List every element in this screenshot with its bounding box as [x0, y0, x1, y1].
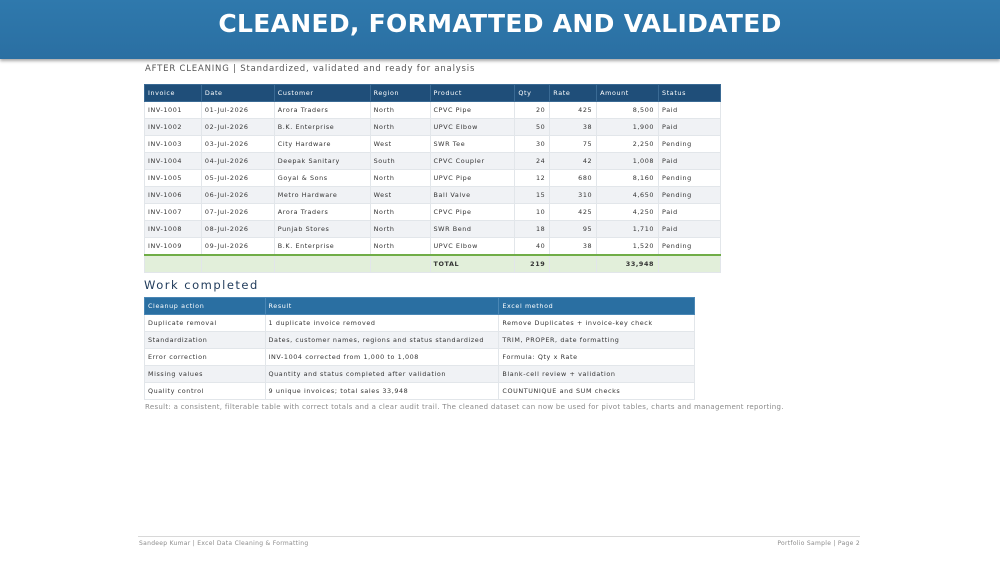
col-header-amount: Amount — [597, 85, 659, 102]
footer-author: Sandeep Kumar | Excel Data Cleaning & Formatting — [139, 540, 309, 547]
table-cell: 425 — [550, 102, 597, 119]
table-header-row — [145, 85, 721, 102]
table-row — [145, 153, 721, 170]
table-cell: South — [370, 153, 430, 170]
table-cell: 4,250 — [597, 204, 659, 221]
footer-page-number: Portfolio Sample | Page 2 — [777, 540, 860, 547]
work-cell: TRIM, PROPER, date formatting — [499, 332, 695, 349]
table-cell: INV-1001 — [145, 102, 202, 119]
work-header-row — [145, 298, 695, 315]
work-row — [145, 383, 695, 400]
col-header-product: Product — [430, 85, 515, 102]
table-cell: North — [370, 204, 430, 221]
table-cell: UPVC Elbow — [430, 238, 515, 256]
col-header-date: Date — [201, 85, 274, 102]
table-row — [145, 170, 721, 187]
table-cell: INV-1004 — [145, 153, 202, 170]
table-cell: North — [370, 221, 430, 238]
table-cell: UPVC Pipe — [430, 170, 515, 187]
table-cell: 20 — [515, 102, 550, 119]
table-cell: 75 — [550, 136, 597, 153]
work-cell: COUNTUNIQUE and SUM checks — [499, 383, 695, 400]
col-header-invoice: Invoice — [145, 85, 202, 102]
work-completed-heading: Work completed — [144, 278, 259, 292]
table-cell: CPVC Coupler — [430, 153, 515, 170]
table-row — [145, 238, 721, 256]
table-row — [145, 102, 721, 119]
table-cell: 1,900 — [597, 119, 659, 136]
table-cell: North — [370, 102, 430, 119]
col-header-region: Region — [370, 85, 430, 102]
work-cell: INV-1004 corrected from 1,000 to 1,008 — [265, 349, 499, 366]
table-cell: Arora Traders — [274, 102, 370, 119]
work-cell: Dates, customer names, regions and status standardized — [265, 332, 499, 349]
table-cell: Punjab Stores — [274, 221, 370, 238]
work-cell: Standardization — [145, 332, 266, 349]
section-subtitle: AFTER CLEANING | Standardized, validated and ready for analysis — [145, 64, 476, 74]
table-cell: North — [370, 119, 430, 136]
table-cell: 06-Jul-2026 — [201, 187, 274, 204]
table-cell: Paid — [659, 221, 721, 238]
table-cell: 04-Jul-2026 — [201, 153, 274, 170]
work-cell: Blank-cell review + validation — [499, 366, 695, 383]
work-cell: Quantity and status completed after validation — [265, 366, 499, 383]
col-header-status: Status — [659, 85, 721, 102]
table-cell: 09-Jul-2026 — [201, 238, 274, 256]
work-cell: Remove Duplicates + invoice-key check — [499, 315, 695, 332]
table-cell: Paid — [659, 153, 721, 170]
work-cell: Error correction — [145, 349, 266, 366]
table-cell: 18 — [515, 221, 550, 238]
table-cell: 1,520 — [597, 238, 659, 256]
total-amount: 33,948 — [597, 255, 659, 273]
col-header-rate: Rate — [550, 85, 597, 102]
table-cell: 8,160 — [597, 170, 659, 187]
table-cell: INV-1005 — [145, 170, 202, 187]
total-label: TOTAL — [430, 255, 515, 273]
table-cell: 2,250 — [597, 136, 659, 153]
work-cell: Formula: Qty x Rate — [499, 349, 695, 366]
table-cell: 24 — [515, 153, 550, 170]
table-cell: 15 — [515, 187, 550, 204]
table-cell: West — [370, 136, 430, 153]
banner-title: CLEANED, FORMATTED AND VALIDATED — [218, 9, 782, 38]
col-header-excel-method: Excel method — [499, 298, 695, 315]
table-cell: INV-1009 — [145, 238, 202, 256]
table-cell: 4,650 — [597, 187, 659, 204]
table-cell: 50 — [515, 119, 550, 136]
table-cell: INV-1006 — [145, 187, 202, 204]
table-cell: 1,008 — [597, 153, 659, 170]
table-cell: INV-1007 — [145, 204, 202, 221]
result-note: Result: a consistent, filterable table with correct totals and a clear audit trail. The cleaned dataset can now be used for pivot tables, charts and management reporting. — [145, 403, 784, 411]
table-row — [145, 221, 721, 238]
table-cell: 680 — [550, 170, 597, 187]
cleaned-data-table — [144, 84, 721, 273]
work-row — [145, 315, 695, 332]
table-cell: 310 — [550, 187, 597, 204]
table-cell: UPVC Elbow — [430, 119, 515, 136]
table-cell: 03-Jul-2026 — [201, 136, 274, 153]
table-row — [145, 204, 721, 221]
table-cell: 02-Jul-2026 — [201, 119, 274, 136]
table-cell: 42 — [550, 153, 597, 170]
table-cell: Pending — [659, 136, 721, 153]
table-cell: Pending — [659, 170, 721, 187]
table-cell: City Hardware — [274, 136, 370, 153]
col-header-result: Result — [265, 298, 499, 315]
work-row — [145, 366, 695, 383]
table-cell: 01-Jul-2026 — [201, 102, 274, 119]
table-cell: INV-1003 — [145, 136, 202, 153]
table-cell: Deepak Sanitary — [274, 153, 370, 170]
work-cell: Duplicate removal — [145, 315, 266, 332]
table-cell: 10 — [515, 204, 550, 221]
work-row — [145, 349, 695, 366]
table-cell: Ball Valve — [430, 187, 515, 204]
table-cell: North — [370, 170, 430, 187]
table-cell: CPVC Pipe — [430, 204, 515, 221]
table-cell: Pending — [659, 238, 721, 256]
table-cell: B.K. Enterprise — [274, 119, 370, 136]
table-cell: 30 — [515, 136, 550, 153]
table-cell: Pending — [659, 187, 721, 204]
table-cell: 07-Jul-2026 — [201, 204, 274, 221]
table-cell: 40 — [515, 238, 550, 256]
table-cell: 95 — [550, 221, 597, 238]
title-banner — [0, 0, 1000, 59]
total-qty: 219 — [515, 255, 550, 273]
table-cell: B.K. Enterprise — [274, 238, 370, 256]
table-cell: CPVC Pipe — [430, 102, 515, 119]
table-row — [145, 187, 721, 204]
col-header-cleanup-action: Cleanup action — [145, 298, 266, 315]
table-cell: INV-1002 — [145, 119, 202, 136]
table-cell: West — [370, 187, 430, 204]
table-cell: 38 — [550, 119, 597, 136]
table-cell: 8,500 — [597, 102, 659, 119]
footer-divider — [138, 536, 860, 537]
work-cell: Quality control — [145, 383, 266, 400]
work-cell: 9 unique invoices; total sales 33,948 — [265, 383, 499, 400]
table-cell: Metro Hardware — [274, 187, 370, 204]
table-cell: Paid — [659, 102, 721, 119]
work-completed-table — [144, 297, 695, 400]
work-row — [145, 332, 695, 349]
work-cell: 1 duplicate invoice removed — [265, 315, 499, 332]
table-cell: SWR Bend — [430, 221, 515, 238]
table-cell: 05-Jul-2026 — [201, 170, 274, 187]
table-cell: Paid — [659, 119, 721, 136]
table-row — [145, 136, 721, 153]
table-cell: 38 — [550, 238, 597, 256]
total-row — [145, 255, 721, 273]
table-cell: INV-1008 — [145, 221, 202, 238]
table-cell: 12 — [515, 170, 550, 187]
table-cell: 1,710 — [597, 221, 659, 238]
table-cell: 08-Jul-2026 — [201, 221, 274, 238]
table-cell: Arora Traders — [274, 204, 370, 221]
table-cell: North — [370, 238, 430, 256]
col-header-qty: Qty — [515, 85, 550, 102]
table-cell: 425 — [550, 204, 597, 221]
table-cell: SWR Tee — [430, 136, 515, 153]
table-cell: Goyal & Sons — [274, 170, 370, 187]
work-cell: Missing values — [145, 366, 266, 383]
col-header-customer: Customer — [274, 85, 370, 102]
table-row — [145, 119, 721, 136]
table-cell: Paid — [659, 204, 721, 221]
